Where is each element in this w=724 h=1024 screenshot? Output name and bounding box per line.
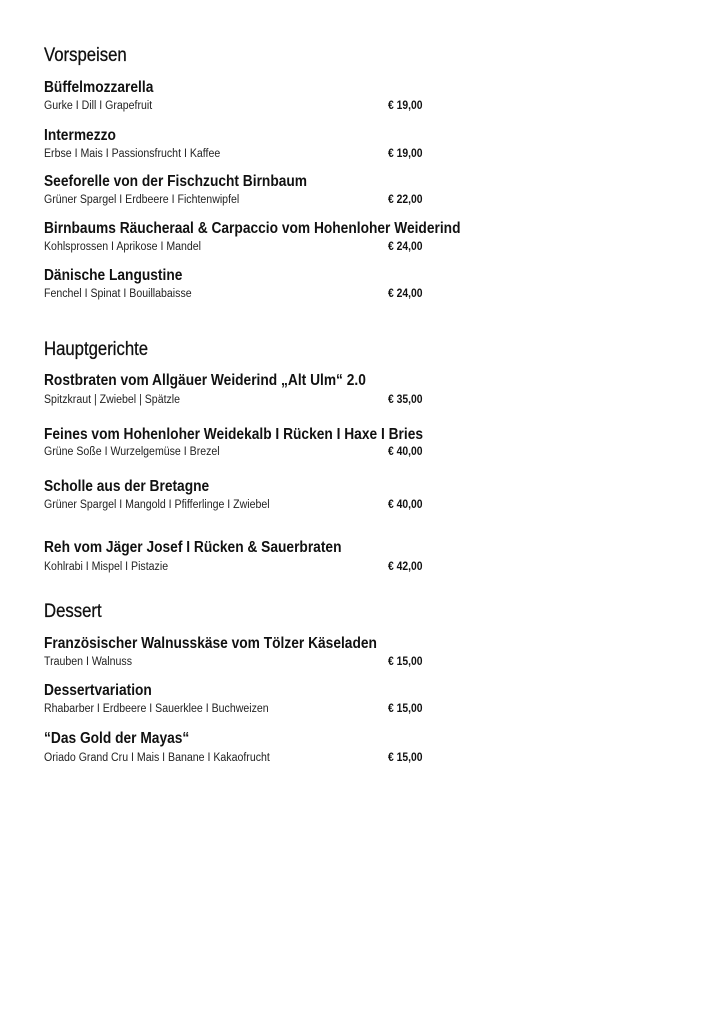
dish-description: Grüner Spargel I Mangold I Pfifferlinge I Zwiebel [44,499,270,511]
dish-description: Erbse I Mais I Passionsfrucht I Kaffee [44,148,221,160]
dish-price: € 15,00 [388,752,423,764]
dish-price: € 15,00 [388,703,423,715]
section-title-hauptgerichte: Hauptgerichte [44,339,149,360]
dish-price: € 19,00 [388,100,423,112]
dish-description: Fenchel I Spinat I Bouillabaisse [44,288,192,300]
dish-description: Grüne Soße I Wurzelgemüse I Brezel [44,446,220,458]
dish-price: € 24,00 [388,288,423,300]
dish-price: € 40,00 [388,499,423,511]
dish-description: Gurke I Dill I Grapefruit [44,100,153,112]
dish-name: Scholle aus der Bretagne [44,478,210,495]
dish-description: Grüner Spargel I Erdbeere I Fichtenwipfel [44,194,240,206]
dish-price: € 24,00 [388,241,423,253]
dish-name: Seeforelle von der Fischzucht Birnbaum [44,173,308,190]
dish-description: Rhabarber I Erdbeere I Sauerklee I Buchweizen [44,703,269,715]
dish-price: € 22,00 [388,194,423,206]
dish-name: Reh vom Jäger Josef I Rücken & Sauerbraten [44,539,342,556]
dish-name: Intermezzo [44,127,116,144]
dish-price: € 19,00 [388,148,423,160]
dish-description: Kohlsprossen I Aprikose I Mandel [44,241,202,253]
dish-description: Trauben I Walnuss [44,656,133,668]
dish-name: Dänische Langustine [44,267,183,284]
dish-name: Rostbraten vom Allgäuer Weiderind „Alt Ulm“ 2.0 [44,372,366,389]
dish-name: Dessertvariation [44,682,152,699]
section-title-dessert: Dessert [44,601,102,622]
section-title-vorspeisen: Vorspeisen [44,45,127,66]
dish-price: € 15,00 [388,656,423,668]
dish-description: Spitzkraut | Zwiebel | Spätzle [44,394,181,406]
dish-name: Büffelmozzarella [44,79,154,96]
dish-price: € 35,00 [388,394,423,406]
dish-name: Feines vom Hohenloher Weidekalb I Rücken I Haxe I Bries [44,426,424,443]
dish-name: “Das Gold der Mayas“ [44,730,190,747]
dish-name: Birnbaums Räucheraal & Carpaccio vom Hohenloher Weiderind [44,220,461,237]
dish-price: € 42,00 [388,561,423,573]
dish-name: Französischer Walnusskäse vom Tölzer Käseladen [44,635,377,652]
dish-price: € 40,00 [388,446,423,458]
dish-description: Kohlrabi I Mispel I Pistazie [44,561,169,573]
dish-description: Oriado Grand Cru I Mais I Banane I Kakaofrucht [44,752,270,764]
